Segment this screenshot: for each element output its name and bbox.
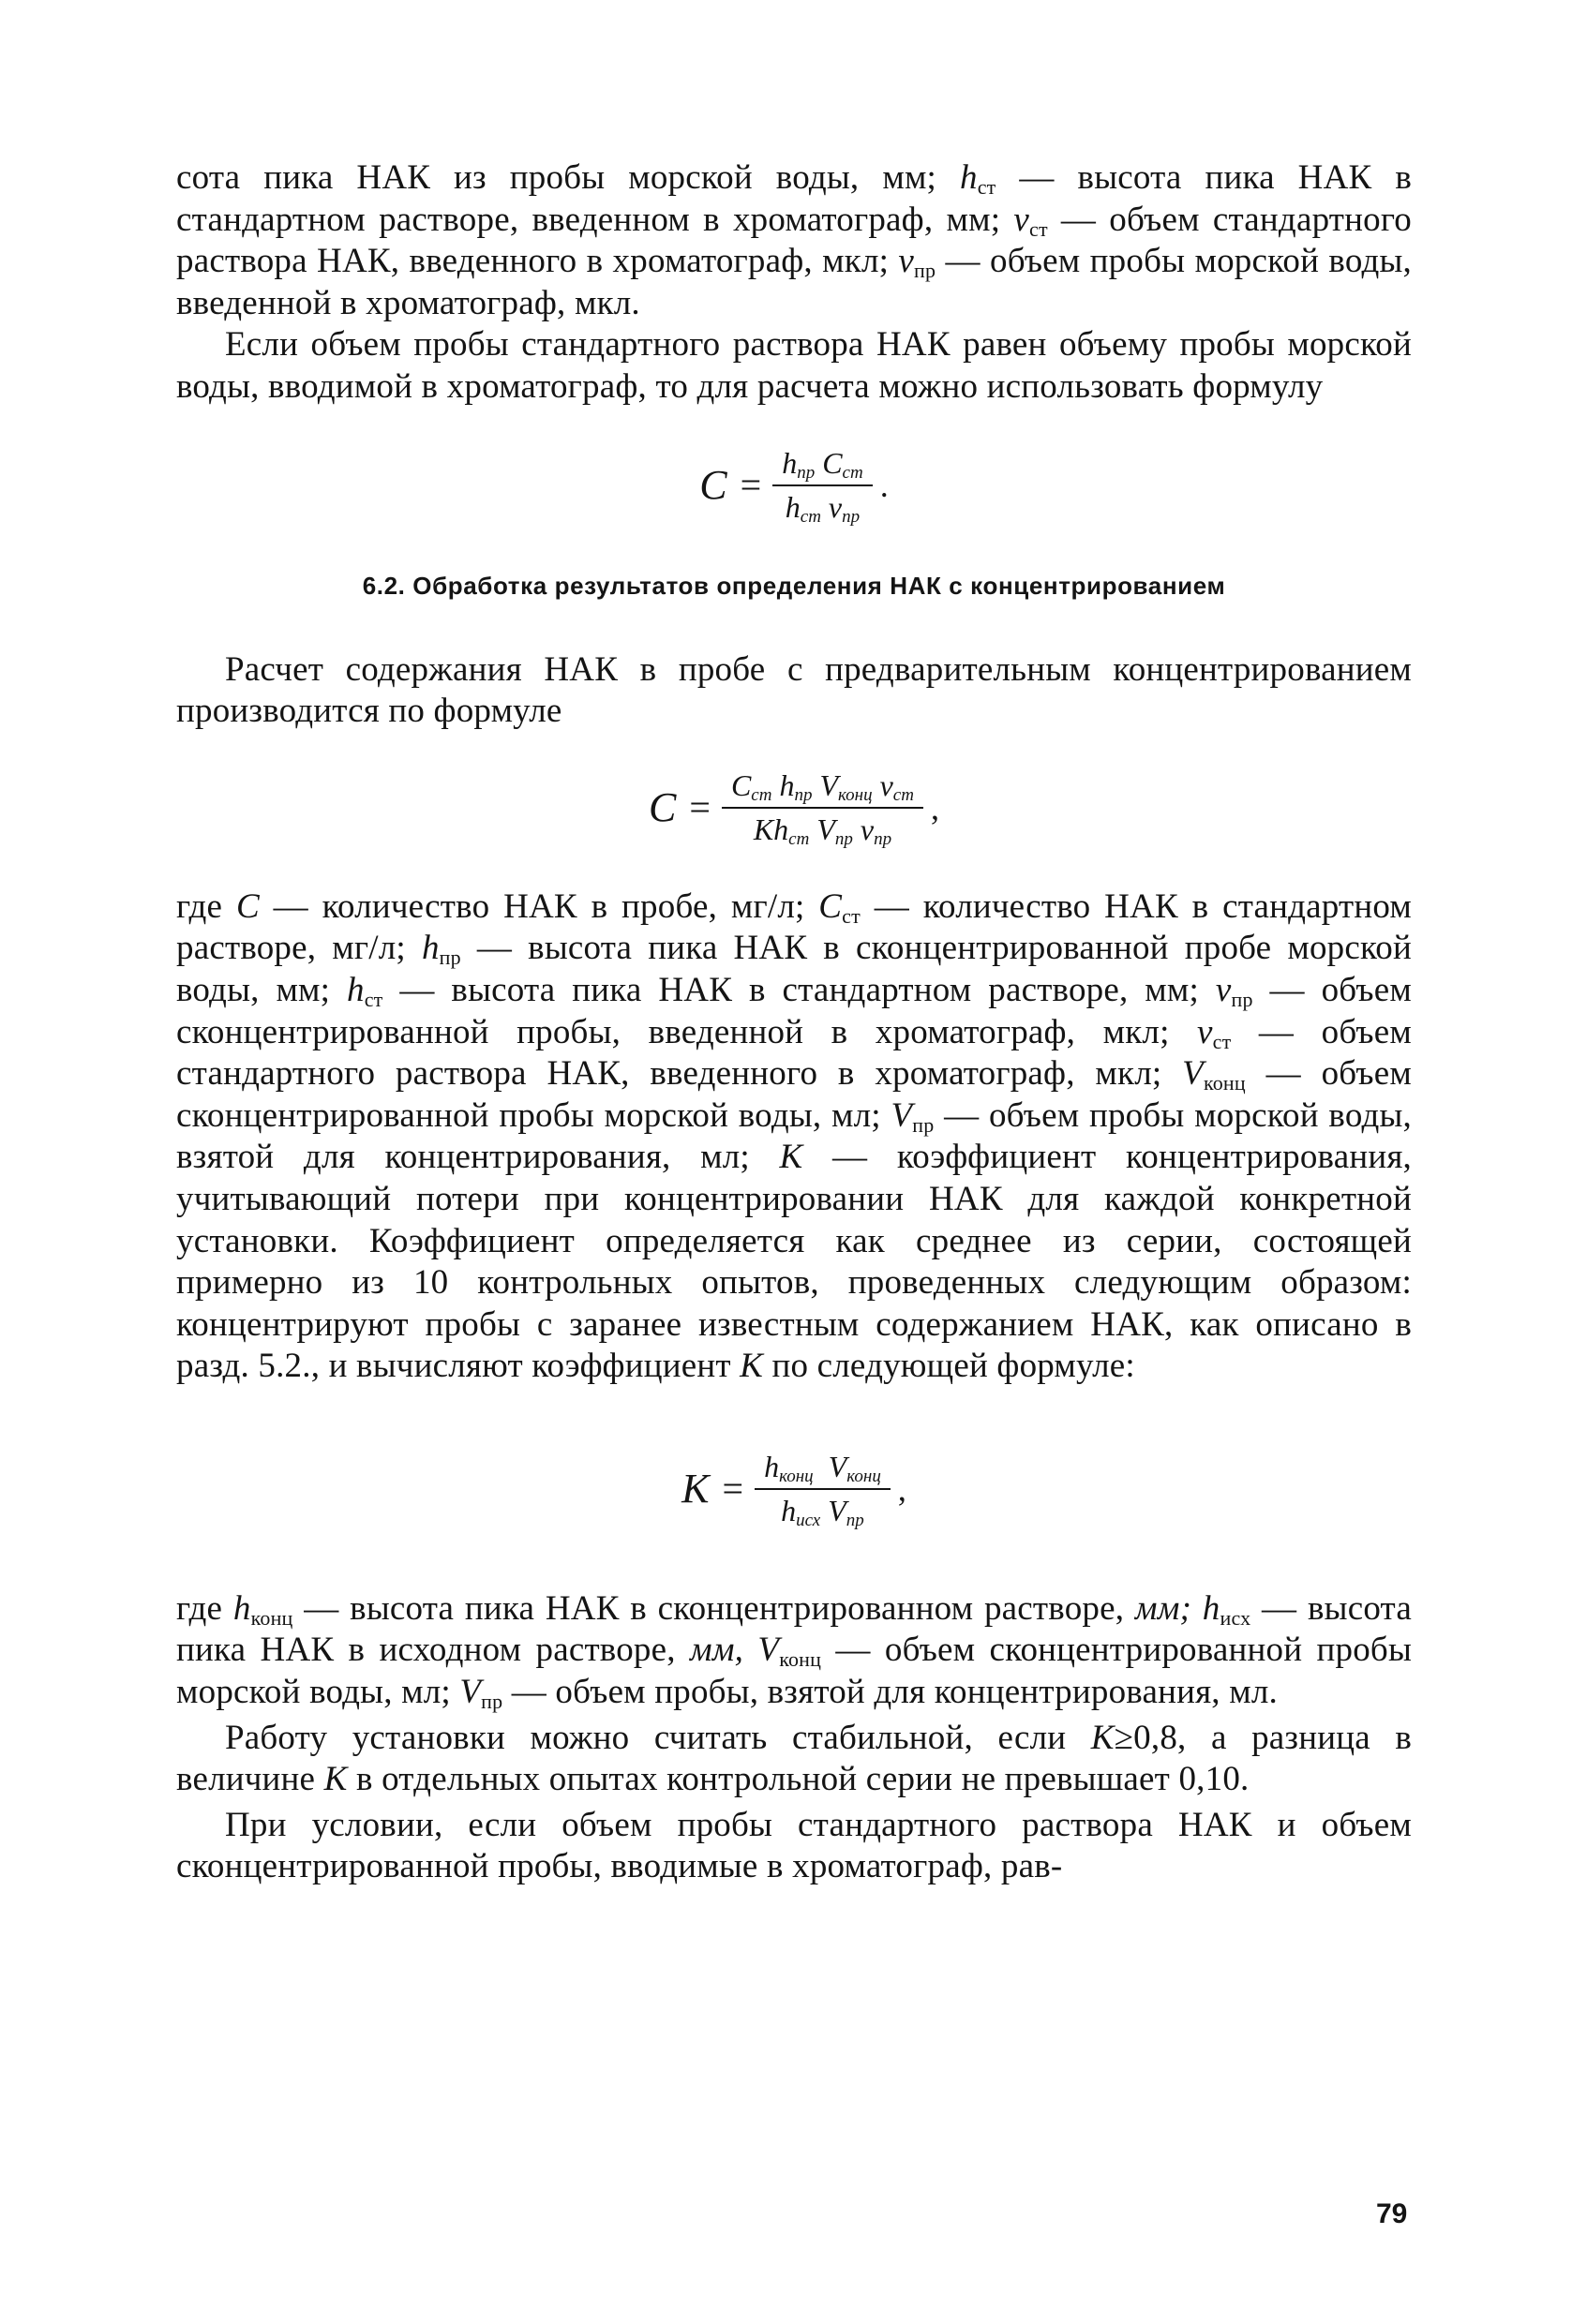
- subscript: ст: [1028, 216, 1048, 241]
- formula-lhs: C: [649, 784, 677, 831]
- var-h: h: [959, 158, 978, 197]
- formula-punct: ,: [930, 788, 939, 827]
- formula-equals: =: [740, 464, 762, 507]
- var-v: v: [898, 242, 915, 281]
- text-run: — высота пика НАК в стандартном растворе, введенном в хроматограф, мм;: [176, 158, 1412, 239]
- fraction: [722, 768, 923, 847]
- fraction-numerator: $C_{ст}$ $h_{пр}$ $V_{конц}$ $v_{ст}$: [722, 768, 923, 809]
- paragraph-condition: При условии, если объем пробы стандартного раствора НАК и объем сконцентрированной пробы, вводимые в хроматограф, рав-: [176, 1805, 1412, 1886]
- fraction-numerator: $h_{конц}$ $V_{конц}$: [755, 1450, 891, 1490]
- formula-simple: [176, 440, 1412, 530]
- paragraph-variables-legend: [176, 157, 1412, 324]
- var-v: v: [1013, 200, 1029, 239]
- formula-equals: =: [722, 1467, 744, 1511]
- fraction-numerator: $h_{пр}$ $C_{ст}$: [772, 446, 873, 486]
- fraction-denominator: $h_{ст}$ $v_{пр}$: [785, 489, 861, 527]
- formula-lhs: K: [681, 1466, 710, 1512]
- formula-lhs: C: [699, 462, 727, 509]
- section-heading: 6.2. Обработка результатов определения НАК с концентрированием: [362, 571, 1226, 600]
- fraction: [772, 446, 873, 525]
- paragraph-definitions: где C — количество НАК в пробе, мг/л; $C_{ст}$ — количество НАК в стандартном растворе, мг/л; $h_{пр}$ — высота пика НАК в сконцентрированной пробе морской воды, мм; $h_{ст}$ — высота пика НАК в стандартном растворе, мм; $v_{пр}$ — объем сконцентрированной пробы, введенной в хроматограф, мкл; $v_{ст}$ — объем стандартного раствора НАК, введенного в хроматограф, мкл; $V_{конц}$ — объем сконцентрированной пробы морской воды, мл; $V_{пр}$ — объем пробы морской воды, взятой для концентрирования, мл; K — коэффициент концентрирования, учитывающий потери при концентрировании НАК для каждой конкретной установки. Коэффициент определяется как среднее из серии, состоящей примерно из 10 контрольных опытов, проведенных следующим образом: концентрируют пробы с заранее известным содержанием НАК, как описано в разд. 5.2., и вычисляют коэффициент K по следующей формуле:: [176, 886, 1413, 1386]
- paragraph-concentration-intro: Расчет содержания НАК в пробе с предварительным концентрированием производится по формуле: [176, 649, 1412, 731]
- formula-punct: ,: [897, 1469, 906, 1508]
- paragraph-equal-volumes: Если объем пробы стандартного раствора НАК равен объему пробы морской воды, вводимой в хроматограф, то для расчета можно использовать формулу: [176, 325, 1412, 406]
- formula-punct: .: [879, 466, 889, 504]
- fraction-denominator: $Kh_{ст}$ $V_{пр}$ $v_{пр}$: [753, 812, 892, 849]
- formula-equals: =: [689, 786, 711, 829]
- text-run: — объем стандартного раствора НАК, введенного в хроматограф, мкл;: [176, 200, 1413, 281]
- formula-concentration: [176, 761, 1412, 855]
- text-run: — объем пробы морской воды, введенной в хроматограф, мкл.: [176, 242, 1412, 322]
- text-run: сота пика НАК из пробы морской воды, мм;: [176, 158, 960, 197]
- fraction-denominator: $h_{исх}$ $V_{пр}$: [781, 1493, 864, 1530]
- paragraph-k-definitions: где $h_{конц}$ — высота пика НАК в сконцентрированном растворе, мм; $h_{исх}$ — высота пика НАК в исходном растворе, мм, $V_{конц}$ — объем сконцентрированной пробы морской воды, мл; $V_{пр}$ — объем пробы, взятой для концентрирования, мл.: [176, 1588, 1413, 1714]
- page-body: [176, 157, 1412, 1888]
- formula-coefficient-k: [176, 1442, 1412, 1536]
- page-number: 79: [1376, 2198, 1408, 2229]
- paragraph-stability: Работу установки можно считать стабильной, если K≥0,8, а разница в величине K в отдельных опытах контрольной серии не превышает 0,10.: [176, 1718, 1412, 1799]
- fraction: [755, 1450, 891, 1528]
- subscript: пр: [914, 259, 936, 283]
- subscript: ст: [977, 175, 996, 199]
